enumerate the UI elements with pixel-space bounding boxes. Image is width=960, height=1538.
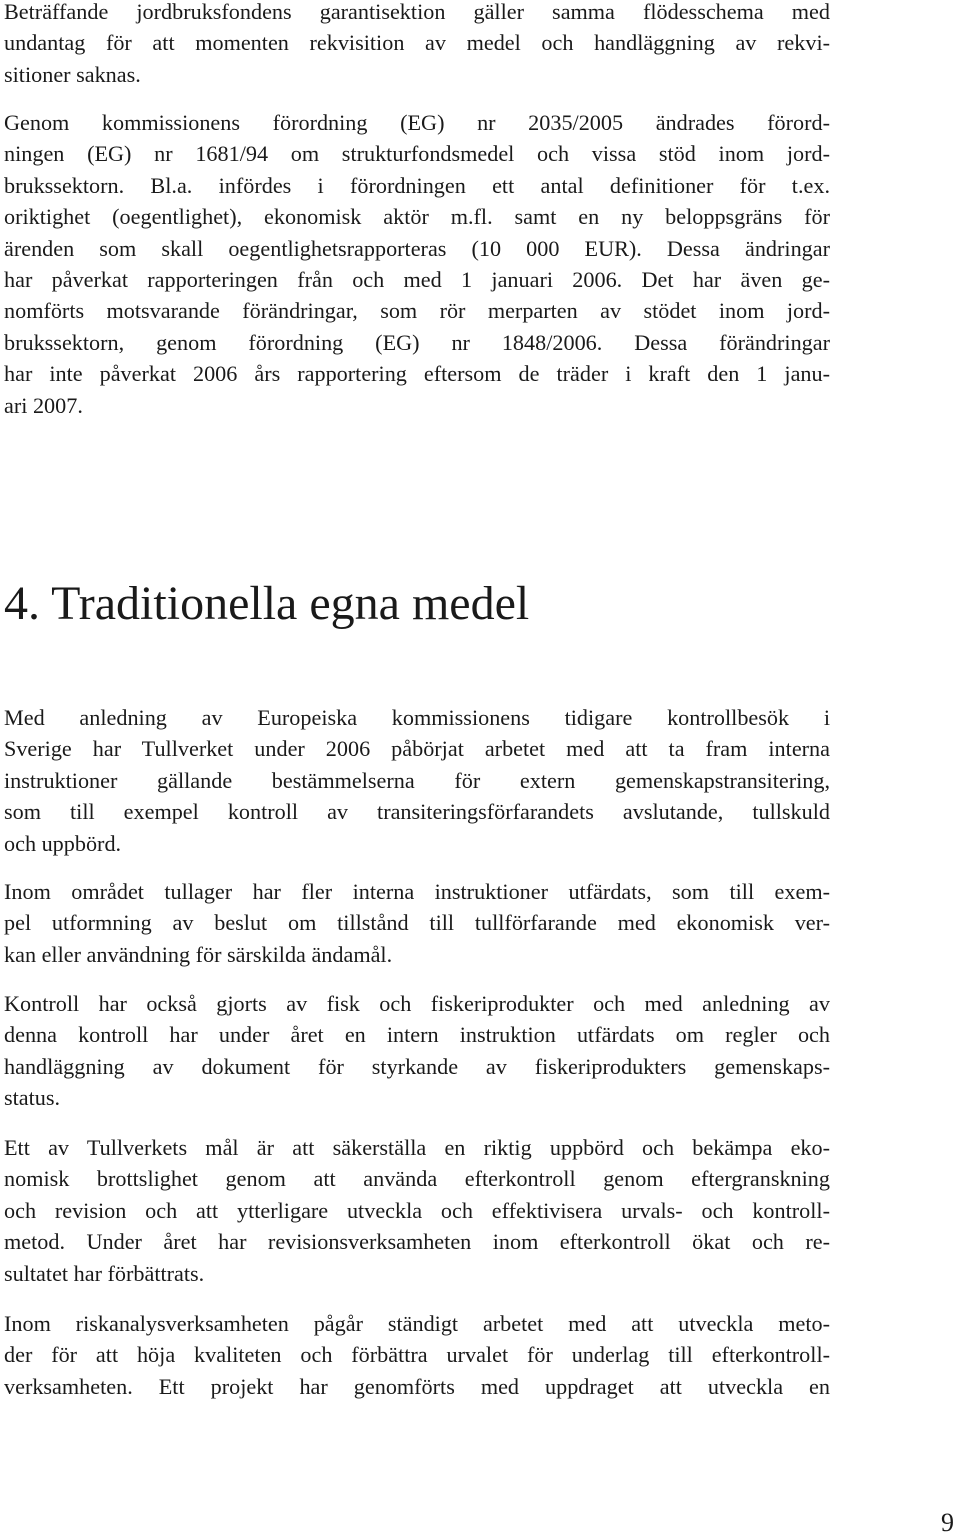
text-line: Med anledning av Europeiska kommissionens tidigare kontrollbesök i bbox=[4, 705, 830, 730]
page-number: 9 bbox=[941, 1508, 954, 1537]
text-line: ningen (EG) nr 1681/94 om strukturfondsmedel och vissa stöd inom jord- bbox=[4, 141, 830, 167]
text-line: instruktioner gällande bestämmelserna för extern gemenskapstransitering, bbox=[4, 767, 830, 793]
text-line: Ett av Tullverkets mål är att säkerställa en riktig uppbörd och bekämpa eko- bbox=[4, 1135, 830, 1160]
paragraph-riskanalys bbox=[4, 1308, 830, 1402]
text-line: ärenden som skall oegentlighetsrapporteras (10 000 EUR). Dessa ändringar bbox=[4, 235, 830, 261]
paragraph-tullager bbox=[4, 876, 830, 970]
text-line: ari 2007. bbox=[4, 392, 83, 418]
text-line: har påverkat rapporteringen från och med 1 januari 2006. Det har även ge- bbox=[4, 267, 830, 293]
text-line: nomförts motsvarande förändringar, som rör merparten av stödet inom jord- bbox=[4, 298, 830, 324]
paragraph-kontrollbesok bbox=[4, 702, 830, 859]
text-line: sultatet har förbättrats. bbox=[4, 1260, 205, 1286]
text-line: Inom riskanalysverksamheten pågår ständigt arbetet med att utveckla meto- bbox=[4, 1311, 830, 1336]
text-line: Beträffande jordbruksfondens garantisektion gäller samma flödesschema med bbox=[4, 0, 830, 24]
paragraph-forordning bbox=[4, 107, 830, 421]
text-line: Inom området tullager har fler interna instruktioner utfärdats, som till exem- bbox=[4, 879, 830, 904]
text-line: brukssektorn. Bl.a. infördes i förordningen ett antal definitioner för t.ex. bbox=[4, 172, 830, 198]
text-line: och uppbörd. bbox=[4, 830, 122, 856]
paragraph-garantisektion bbox=[4, 0, 830, 90]
text-line: verksamheten. Ett projekt har genomförts med uppdraget att utveckla en bbox=[4, 1373, 830, 1399]
text-line: oriktighet (oegentlighet), ekonomisk aktör m.fl. samt en ny beloppsgräns för bbox=[4, 204, 830, 230]
paragraph-fisk bbox=[4, 988, 830, 1114]
text-line: Kontroll har också gjorts av fisk och fiskeriprodukter och med anledning av bbox=[4, 991, 830, 1016]
paragraph-uppbord bbox=[4, 1132, 830, 1289]
text-line: kan eller användning för särskilda ändamål. bbox=[4, 941, 393, 967]
text-line: och revision och att ytterligare utveckla och effektivisera urvals- och kontroll- bbox=[4, 1197, 830, 1223]
text-line: undantag för att momenten rekvisition av medel och handläggning av rekvi- bbox=[4, 30, 830, 56]
text-line: status. bbox=[4, 1085, 61, 1111]
text-line: som till exempel kontroll av transiteringsförfarandets avslutande, tullskuld bbox=[4, 799, 830, 825]
text-line: Sverige har Tullverket under 2006 påbörjat arbetet med att ta fram interna bbox=[4, 736, 830, 762]
text-line: handläggning av dokument för styrkande av fiskeriprodukters gemenskaps- bbox=[4, 1053, 830, 1079]
text-line: pel utformning av beslut om tillstånd till tullförfarande med ekonomisk ver- bbox=[4, 910, 830, 936]
text-line: metod. Under året har revisionsverksamheten inom efterkontroll ökat och re- bbox=[4, 1229, 830, 1255]
text-line: der för att höja kvaliteten och förbättra urvalet för underlag till efterkontroll- bbox=[4, 1342, 830, 1368]
text-line: har inte påverkat 2006 års rapportering eftersom de träder i kraft den 1 janu- bbox=[4, 361, 830, 387]
text-line: sitioner saknas. bbox=[4, 61, 141, 87]
section-heading: 4. Traditionella egna medel bbox=[4, 577, 530, 630]
text-line: denna kontroll har under året en intern instruktion utfärdats om regler och bbox=[4, 1022, 830, 1048]
text-line: nomisk brottslighet genom att använda efterkontroll genom eftergranskning bbox=[4, 1166, 830, 1192]
text-line: Genom kommissionens förordning (EG) nr 2035/2005 ändrades förord- bbox=[4, 110, 830, 135]
text-line: brukssektorn, genom förordning (EG) nr 1848/2006. Dessa förändringar bbox=[4, 329, 830, 355]
